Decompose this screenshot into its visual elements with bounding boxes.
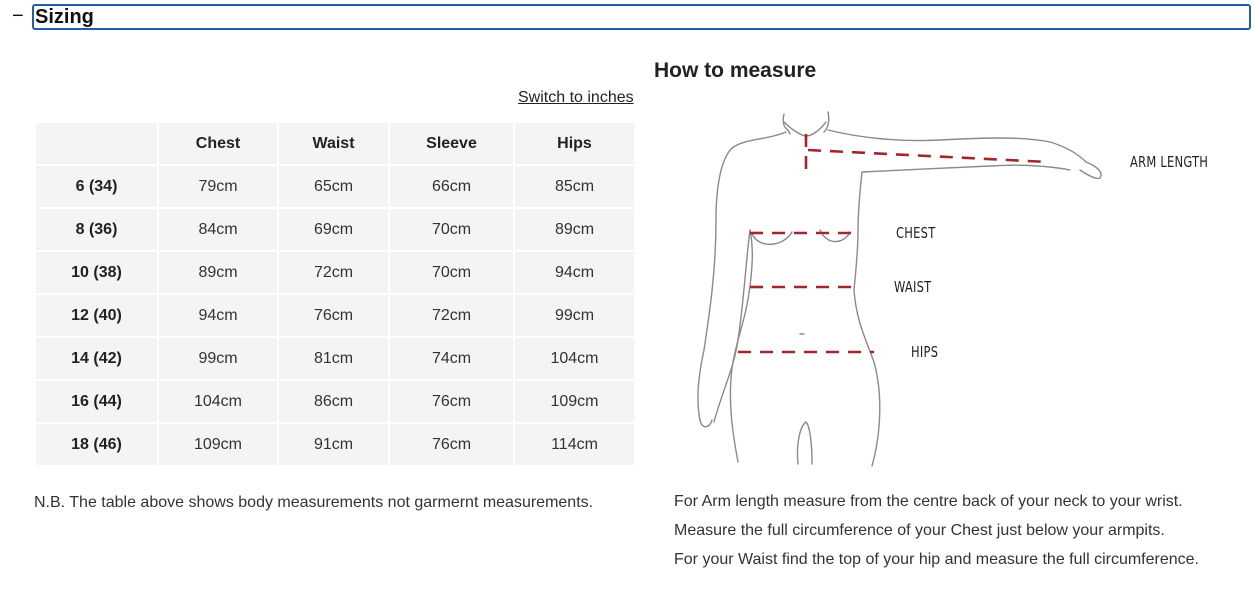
header-hips: Hips [514,122,635,165]
chest-cell: 104cm [158,380,278,423]
header-waist: Waist [278,122,389,165]
waist-label: WAIST [894,278,932,296]
measurement-note: N.B. The table above shows body measurements not garmernt measurements. [34,494,594,511]
hips-cell: 114cm [514,423,635,466]
table-row [35,423,635,466]
waist-cell: 72cm [278,251,389,294]
hips-cell: 104cm [514,337,635,380]
table-header-row [35,122,635,165]
body-measurement-diagram [660,100,1255,480]
size-cell: 8 (36) [35,208,158,251]
sleeve-cell: 72cm [389,294,514,337]
table-row [35,165,635,208]
sizing-section-title[interactable]: Sizing [32,4,1251,30]
size-cell: 10 (38) [35,251,158,294]
sleeve-cell: 76cm [389,423,514,466]
how-to-measure-title: How to measure [654,59,817,82]
size-cell: 6 (34) [35,165,158,208]
waist-instruction: For your Waist find the top of your hip and measure the full circumference. [674,551,1199,568]
size-cell: 12 (40) [35,294,158,337]
hips-cell: 109cm [514,380,635,423]
sleeve-cell: 70cm [389,208,514,251]
header-sleeve: Sleeve [389,122,514,165]
sizing-section-header[interactable] [0,0,1255,36]
hips-cell: 89cm [514,208,635,251]
chest-instruction: Measure the full circumference of your Chest just below your armpits. [674,522,1165,539]
table-row [35,337,635,380]
waist-cell: 65cm [278,165,389,208]
hips-label: HIPS [911,343,939,361]
chest-cell: 84cm [158,208,278,251]
arm-length-instruction: For Arm length measure from the centre back of your neck to your wrist. [674,493,1183,510]
hips-cell: 99cm [514,294,635,337]
size-cell: 18 (46) [35,423,158,466]
size-chart-table [34,121,636,467]
waist-cell: 86cm [278,380,389,423]
table-row [35,294,635,337]
chest-cell: 99cm [158,337,278,380]
collapse-minus-icon[interactable]: − [12,5,24,27]
sleeve-cell: 70cm [389,251,514,294]
header-chest: Chest [158,122,278,165]
size-cell: 16 (44) [35,380,158,423]
hips-cell: 94cm [514,251,635,294]
hips-cell: 85cm [514,165,635,208]
sleeve-cell: 76cm [389,380,514,423]
waist-cell: 69cm [278,208,389,251]
arm-length-line-horizontal [808,150,1048,162]
sleeve-cell: 74cm [389,337,514,380]
header-size [35,122,158,165]
chest-cell: 89cm [158,251,278,294]
chest-cell: 79cm [158,165,278,208]
sleeve-cell: 66cm [389,165,514,208]
waist-cell: 76cm [278,294,389,337]
table-row [35,251,635,294]
arm-length-label: ARM LENGTH [1130,153,1209,171]
table-row [35,380,635,423]
waist-cell: 81cm [278,337,389,380]
waist-cell: 91cm [278,423,389,466]
switch-to-inches-link[interactable]: Switch to inches [518,89,634,106]
chest-cell: 109cm [158,423,278,466]
chest-label: CHEST [896,224,936,242]
table-row [35,208,635,251]
chest-cell: 94cm [158,294,278,337]
size-cell: 14 (42) [35,337,158,380]
